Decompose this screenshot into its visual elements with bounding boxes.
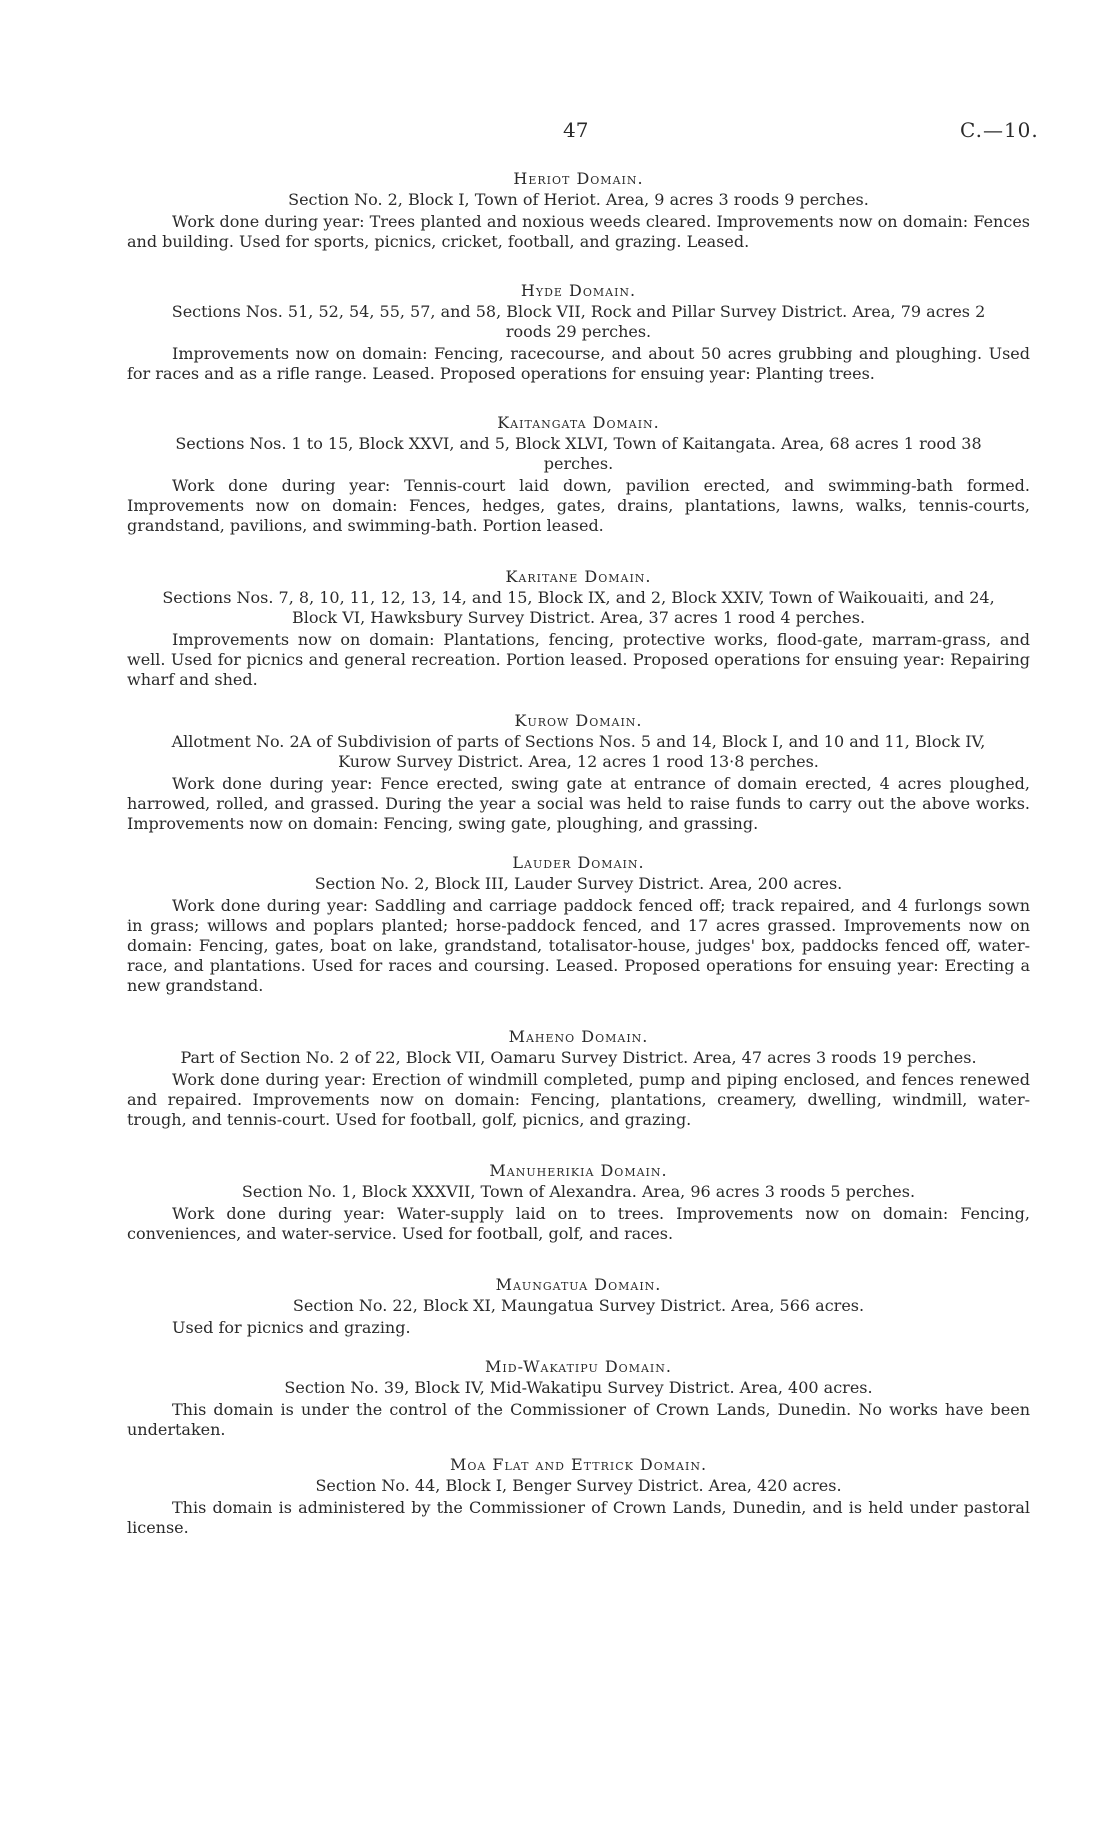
section-heading: Maungatua Domain.: [495, 1275, 662, 1294]
page-header: [0, 118, 1114, 148]
section-paragraph: This domain is under the control of the Commissioner of Crown Lands, Dunedin. No works have been undertaken.: [127, 1400, 1030, 1439]
section-kurow-domain: [127, 710, 1030, 834]
section-description: Part of Section No. 2 of 22, Block VII, Oamaru Survey District. Area, 47 acres 3 roods 19 perches.: [180, 1048, 977, 1067]
section-paragraph: Work done during year: Water-supply laid on to trees. Improvements now on domain: Fencing, conveniences, and water-service. Used for football, golf, and races.: [127, 1204, 1030, 1243]
section-heriot-domain: [127, 168, 1030, 252]
section-heading: Mid-Wakatipu Domain.: [485, 1357, 672, 1376]
section-paragraph: Improvements now on domain: Plantations, fencing, protective works, flood-gate, marram-grass, and well. Used for picnics and general recreation. Portion leased. Proposed operations for ensuing year: Repairing wharf and shed.: [127, 630, 1030, 689]
section-paragraph: Work done during year: Fence erected, swing gate at entrance of domain erected, 4 acres ploughed, harrowed, rolled, and grassed. During the year a social was held to raise funds to carry out the above works. Improvements now on domain: Fencing, swing gate, ploughing, and grassing.: [127, 774, 1030, 833]
section-paragraph: This domain is administered by the Commissioner of Crown Lands, Dunedin, and is held under pastoral license.: [127, 1498, 1030, 1537]
section-description: Section No. 1, Block XXXVII, Town of Alexandra. Area, 96 acres 3 roods 5 perches.: [241, 1182, 916, 1201]
page-number: 47: [563, 118, 589, 142]
section-heading: Manuherikia Domain.: [489, 1161, 668, 1180]
section-heading: Lauder Domain.: [512, 853, 645, 872]
section-karitane-domain: [127, 566, 1030, 690]
section-manuherikia-domain: [127, 1160, 1030, 1244]
section-heading: Karitane Domain.: [505, 567, 652, 586]
section-heading: Kaitangata Domain.: [497, 413, 660, 432]
section-description: Section No. 2, Block III, Lauder Survey District. Area, 200 acres.: [314, 874, 843, 893]
section-kaitangata-domain: [127, 412, 1030, 536]
document-reference: C.—10.: [960, 118, 1039, 142]
section-moa-flat-and-ettrick-domain: [127, 1454, 1030, 1538]
section-heading: Kurow Domain.: [514, 711, 643, 730]
section-heading: Heriot Domain.: [513, 169, 644, 188]
section-heading: Maheno Domain.: [508, 1027, 649, 1046]
section-paragraph: Work done during year: Tennis-court laid down, pavilion erected, and swimming-bath formed. Improvements now on domain: Fences, hedges, gates, drains, plantations, lawns, walks, tennis-courts, grandstand, pavilions, and swimming-bath. Portion leased.: [127, 476, 1030, 535]
section-description: Section No. 2, Block I, Town of Heriot. Area, 9 acres 3 roods 9 perches.: [288, 190, 869, 209]
section-description: Sections Nos. 7, 8, 10, 11, 12, 13, 14, and 15, Block IX, and 2, Block XXIV, Town of Waikouaiti, and 24, Block VI, Hawksbury Survey District. Area, 37 acres 1 rood 4 perches.: [162, 588, 995, 627]
section-heading: Hyde Domain.: [520, 281, 637, 300]
section-maheno-domain: [127, 1026, 1030, 1130]
section-paragraph: Used for picnics and grazing.: [172, 1318, 411, 1337]
section-description: Section No. 22, Block XI, Maungatua Survey District. Area, 566 acres.: [292, 1296, 865, 1315]
section-lauder-domain: [127, 852, 1030, 996]
section-description: Sections Nos. 1 to 15, Block XXVI, and 5, Block XLVI, Town of Kaitangata. Area, 68 acres 1 rood 38 perches.: [175, 434, 982, 473]
section-paragraph: Improvements now on domain: Fencing, racecourse, and about 50 acres grubbing and ploughing. Used for races and as a rifle range. Leased. Proposed operations for ensuing year: Planting trees.: [127, 344, 1030, 383]
section-paragraph: Work done during year: Erection of windmill completed, pump and piping enclosed, and fences renewed and repaired. Improvements now on domain: Fencing, plantations, creamery, dwelling, windmill, water-trough, and tennis-court. Used for football, golf, picnics, and grazing.: [127, 1070, 1030, 1129]
section-description: Sections Nos. 51, 52, 54, 55, 57, and 58, Block VII, Rock and Pillar Survey District. Area, 79 acres 2 roods 29 perches.: [171, 302, 986, 341]
section-description: Section No. 44, Block I, Benger Survey District. Area, 420 acres.: [315, 1476, 842, 1495]
section-paragraph: Work done during year: Trees planted and noxious weeds cleared. Improvements now on domain: Fences and building. Used for sports, picnics, cricket, football, and grazing. Leased.: [127, 212, 1030, 251]
section-mid-wakatipu-domain: [127, 1356, 1030, 1440]
section-paragraph: Work done during year: Saddling and carriage paddock fenced off; track repaired, and 4 furlongs sown in grass; willows and poplars planted; horse-paddock fenced, and 17 acres grassed. Improvements now on domain: Fencing, gates, boat on lake, grandstand, totalisator-house, judges' box, paddocks fenced off, water-race, and plantations. Used for races and coursing. Leased. Proposed operations for ensuing year: Erecting a new grandstand.: [127, 896, 1030, 995]
section-heading: Moa Flat and Ettrick Domain.: [449, 1455, 708, 1474]
domain-sections: [127, 168, 1030, 1538]
section-description: Allotment No. 2A of Subdivision of parts of Sections Nos. 5 and 14, Block I, and 10 and 11, Block IV, Kurow Survey District. Area, 12 acres 1 rood 13·8 perches.: [171, 732, 986, 771]
section-maungatua-domain: [127, 1274, 1030, 1338]
section-hyde-domain: [127, 280, 1030, 384]
section-description: Section No. 39, Block IV, Mid-Wakatipu Survey District. Area, 400 acres.: [284, 1378, 873, 1397]
